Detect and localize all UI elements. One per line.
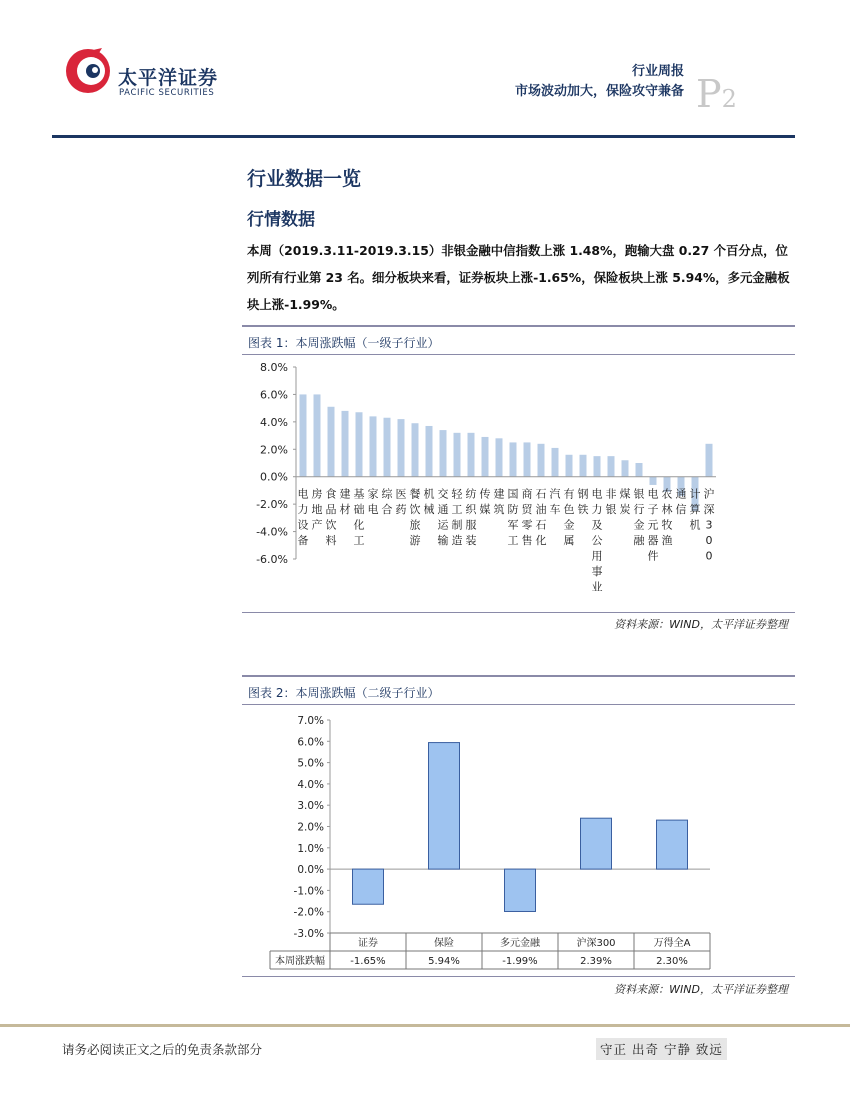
category-label-非银: 非银 xyxy=(605,487,617,517)
category-label-电子元器件: 电子元器件 xyxy=(647,487,659,563)
category-label-钢铁: 钢铁 xyxy=(577,487,589,517)
report-title: 市场波动加大，保险攻守兼备 xyxy=(514,84,684,99)
y-tick-label: 7.0% xyxy=(297,715,324,727)
category-label-建筑: 建筑 xyxy=(493,487,505,517)
category-label-电力及公用事业: 电力及公用事业 xyxy=(591,487,603,594)
bar-家电 xyxy=(370,416,377,476)
bar-商贸零售 xyxy=(524,442,531,476)
bar-电力及公用事业 xyxy=(594,456,601,477)
disclaimer-note: 请务必阅读正文之后的免责条款部分 xyxy=(62,1042,263,1057)
table-value-万得全A: 2.30% xyxy=(656,956,688,967)
y-tick-label: 2.0% xyxy=(260,443,288,457)
subsector-return-chart xyxy=(242,708,795,976)
y-tick-label: 8.0% xyxy=(260,361,288,374)
y-tick-label: -2.0% xyxy=(256,498,288,512)
y-tick-label: 6.0% xyxy=(260,388,288,402)
table-value-沪深300: 2.39% xyxy=(580,956,612,967)
y-tick-label: -3.0% xyxy=(293,928,324,940)
category-label-房地产: 房地产 xyxy=(311,487,323,532)
bar-食品饮料 xyxy=(328,407,335,477)
bar-保险 xyxy=(429,743,460,870)
subsection-title: 行情数据 xyxy=(247,210,315,230)
bar-房地产 xyxy=(314,394,321,476)
table-category-多元金融: 多元金融 xyxy=(500,938,540,949)
figure1-bottom-rule xyxy=(242,612,795,613)
bar-石油石化 xyxy=(538,444,545,477)
y-tick-label: 0.0% xyxy=(297,864,324,877)
figure2-bottom-rule xyxy=(242,976,795,977)
category-label-通信: 通信 xyxy=(675,487,687,517)
footer-divider xyxy=(0,1024,850,1027)
category-label-汽车: 汽车 xyxy=(549,487,561,517)
bar-钢铁 xyxy=(580,455,587,477)
category-label-交通运输: 交通运输 xyxy=(437,487,449,548)
bar-纺织服装 xyxy=(468,433,475,477)
industry-return-chart xyxy=(242,358,795,610)
bar-煤炭 xyxy=(622,460,629,476)
bar-医药 xyxy=(398,419,405,477)
category-label-石油石化: 石油石化 xyxy=(535,487,547,548)
category-label-餐饮旅游: 餐饮旅游 xyxy=(409,487,421,548)
y-tick-label: 4.0% xyxy=(260,415,288,429)
figure1-top-rule xyxy=(242,325,795,327)
figure1-title-rule xyxy=(242,354,795,355)
header-divider xyxy=(52,135,795,138)
y-tick-label: 5.0% xyxy=(297,757,324,770)
category-label-医药: 医药 xyxy=(395,487,407,517)
table-category-证券: 证券 xyxy=(358,938,378,949)
summary-paragraph: 本周（2019.3.11-2019.3.15）非银金融中信指数上涨 1.48%，跑输大盘 0.27 个百分点，位列所有行业第 23 名。细分板块来看，证券板块上涨-1.65%，保险板块上涨 5.94%，多元金融板块上涨-1.99%。 xyxy=(247,243,790,312)
company-motto: 守正 出奇 宁静 致远 xyxy=(596,1038,727,1060)
figure2-title: 图表 2：本周涨跌幅（二级子行业） xyxy=(248,686,440,700)
table-category-沪深300: 沪深300 xyxy=(576,938,616,949)
category-label-煤炭: 煤炭 xyxy=(619,487,631,517)
category-label-沪深300: 沪深 3 0 0 xyxy=(703,487,715,563)
category-label-有色金属: 有色金属 xyxy=(563,487,575,548)
bar-交通运输 xyxy=(440,430,447,477)
figure2-title-rule xyxy=(242,704,795,705)
category-label-农林牧渔: 农林牧渔 xyxy=(661,487,673,548)
bar-电子元器件 xyxy=(650,477,657,485)
bar-非银 xyxy=(608,456,615,477)
page-number: P2 xyxy=(696,72,737,116)
table-row-label: 本周涨跌幅 xyxy=(275,956,325,967)
bar-综合 xyxy=(384,418,391,477)
table-category-万得全A: 万得全A xyxy=(653,938,691,949)
y-tick-label: 0.0% xyxy=(260,470,288,484)
bar-沪深300 xyxy=(706,444,713,477)
category-label-建材: 建材 xyxy=(339,487,351,517)
bar-沪深300 xyxy=(581,818,612,869)
table-value-多元金融: -1.99% xyxy=(502,956,538,967)
y-tick-label: 1.0% xyxy=(297,842,324,855)
category-label-商贸零售: 商贸零售 xyxy=(521,487,533,548)
bar-证券 xyxy=(353,869,384,904)
y-tick-label: 2.0% xyxy=(297,821,324,834)
y-tick-label: 3.0% xyxy=(297,800,324,813)
category-label-电力设备: 电力设备 xyxy=(297,487,309,548)
company-logo-icon xyxy=(62,44,114,96)
bar-基础化工 xyxy=(356,412,363,476)
figure1-source: 资料来源：WIND，太平洋证券整理 xyxy=(614,618,788,631)
y-tick-label: 6.0% xyxy=(297,736,324,749)
category-label-银行金融: 银行金融 xyxy=(633,487,645,548)
category-label-基础化工: 基础化工 xyxy=(353,487,365,548)
bar-有色金属 xyxy=(566,455,573,477)
category-label-食品饮料: 食品饮料 xyxy=(325,487,337,548)
bar-建筑 xyxy=(496,438,503,476)
category-label-轻工制造: 轻工制造 xyxy=(451,487,463,548)
report-category: 行业周报 xyxy=(631,64,684,79)
bar-电力设备 xyxy=(300,394,307,476)
y-tick-label: -2.0% xyxy=(293,906,324,919)
category-label-国防军工: 国防军工 xyxy=(507,487,519,548)
figure1-title: 图表 1：本周涨跌幅（一级子行业） xyxy=(248,336,440,350)
y-tick-label: -6.0% xyxy=(256,553,288,566)
table-category-保险: 保险 xyxy=(434,938,454,949)
table-value-证券: -1.65% xyxy=(350,956,386,967)
category-label-纺织服装: 纺织服装 xyxy=(465,487,477,548)
bar-机械 xyxy=(426,426,433,477)
figure2-source: 资料来源：WIND，太平洋证券整理 xyxy=(614,983,788,996)
bar-国防军工 xyxy=(510,442,517,476)
brand-name-cn: 太平洋证券 xyxy=(118,67,219,89)
y-tick-label: 4.0% xyxy=(297,778,324,791)
figure2-top-rule xyxy=(242,675,795,677)
bar-传媒 xyxy=(482,437,489,477)
bar-轻工制造 xyxy=(454,433,461,477)
y-tick-label: -1.0% xyxy=(293,885,324,898)
brand-name-en: PACIFIC SECURITIES xyxy=(119,88,215,98)
bar-多元金融 xyxy=(505,869,536,911)
bar-银行金融 xyxy=(636,463,643,477)
table-value-保险: 5.94% xyxy=(428,956,460,967)
bar-建材 xyxy=(342,411,349,477)
category-label-传媒: 传媒 xyxy=(479,487,491,517)
category-label-综合: 综合 xyxy=(381,487,393,517)
bar-餐饮旅游 xyxy=(412,423,419,476)
y-tick-label: -4.0% xyxy=(256,525,288,539)
category-label-家电: 家电 xyxy=(367,487,379,517)
section-title: 行业数据一览 xyxy=(247,168,362,190)
category-label-机械: 机械 xyxy=(423,487,435,517)
bar-万得全A xyxy=(657,820,688,869)
bar-汽车 xyxy=(552,448,559,477)
category-label-计算机: 计算机 xyxy=(689,487,701,532)
